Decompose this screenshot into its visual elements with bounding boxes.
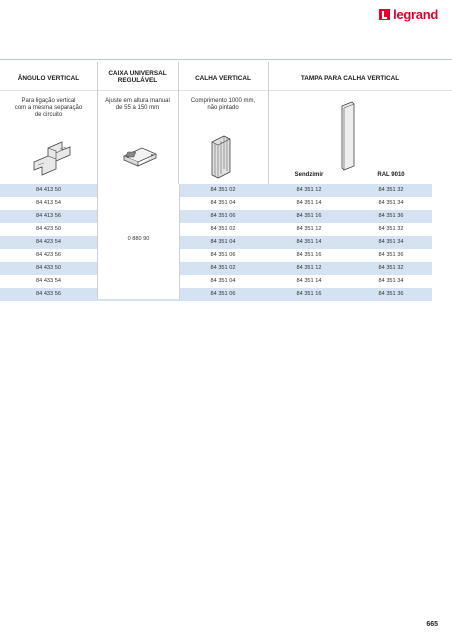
cell-ral-ref: 84 351 34 xyxy=(378,200,404,206)
table-row xyxy=(0,197,432,210)
table-row xyxy=(0,236,432,249)
desc-calha-line-2: não pintado xyxy=(207,105,239,111)
cell-ral-ref: 84 351 36 xyxy=(378,252,404,258)
brand-name: legrand xyxy=(393,7,438,22)
cell-sendzimir-ref: 84 351 16 xyxy=(296,291,322,297)
cell-sendzimir-ref: 84 351 14 xyxy=(296,200,322,206)
header-tampa-calha: TAMPA PARA CALHA VERTICAL xyxy=(300,75,400,82)
table-row xyxy=(0,210,432,223)
header-caixa-line-1: CAIXA UNIVERSAL xyxy=(108,70,167,77)
caixa-ref-value: 0 880 90 xyxy=(127,236,150,242)
cell-ral-ref: 84 351 34 xyxy=(378,239,404,245)
angulo-vertical-image xyxy=(28,132,76,180)
table-row xyxy=(0,275,432,288)
desc-caixa-line-1: Ajuste em altura manual xyxy=(105,98,170,104)
cell-ral-ref: 84 351 36 xyxy=(378,213,404,219)
cell-angulo-ref: 84 413 50 xyxy=(36,187,61,193)
column-divider xyxy=(268,62,269,184)
cell-ral-ref: 84 351 36 xyxy=(378,291,404,297)
cell-ral-ref: 84 351 32 xyxy=(378,265,404,271)
header-caixa-universal xyxy=(97,70,178,84)
desc-angulo-line-1: Para ligação vertical xyxy=(21,98,76,104)
column-divider xyxy=(97,62,98,184)
cell-calha-ref: 84 351 06 xyxy=(210,252,236,258)
legrand-logo xyxy=(379,7,438,22)
column-divider xyxy=(178,62,179,184)
caixa-ref-cell xyxy=(97,184,180,299)
cell-angulo-ref: 84 433 50 xyxy=(36,265,61,271)
table-row xyxy=(0,223,432,236)
header-rule xyxy=(0,59,452,60)
desc-angulo-line-3: de circuito xyxy=(34,112,63,118)
cell-sendzimir-ref: 84 351 12 xyxy=(296,265,322,271)
desc-calha xyxy=(178,98,268,112)
header-calha-vertical: CALHA VERTICAL xyxy=(195,75,251,82)
table-row xyxy=(0,262,432,275)
cell-calha-ref: 84 351 02 xyxy=(210,226,236,232)
header-divider xyxy=(0,90,452,91)
caixa-universal-image xyxy=(118,132,162,180)
cell-sendzimir-ref: 84 351 12 xyxy=(296,187,322,193)
table-row xyxy=(0,249,432,262)
cell-angulo-ref: 84 433 54 xyxy=(36,278,61,284)
cell-sendzimir-ref: 84 351 14 xyxy=(296,278,322,284)
cell-calha-ref: 84 351 02 xyxy=(210,187,236,193)
cell-ral-ref: 84 351 34 xyxy=(378,278,404,284)
desc-angulo-line-2: com a mesma separação xyxy=(14,105,83,111)
cell-angulo-ref: 84 413 56 xyxy=(36,213,61,219)
desc-calha-line-1: Comprimento 1000 mm, xyxy=(190,98,256,104)
desc-caixa-line-2: de 55 a 150 mm xyxy=(115,105,160,111)
cell-angulo-ref: 84 433 56 xyxy=(36,291,61,297)
subheader-ral-9010: RAL 9010 xyxy=(377,172,405,178)
desc-caixa xyxy=(97,98,178,112)
cell-angulo-ref: 84 423 56 xyxy=(36,252,61,258)
calha-vertical-image xyxy=(204,132,240,180)
page-number: 665 xyxy=(426,621,438,628)
cell-sendzimir-ref: 84 351 16 xyxy=(296,252,322,258)
cell-calha-ref: 84 351 04 xyxy=(210,200,236,206)
cell-sendzimir-ref: 84 351 16 xyxy=(296,213,322,219)
header-caixa-line-2: REGULÁVEL xyxy=(117,77,158,84)
table-row xyxy=(0,288,432,301)
desc-angulo xyxy=(0,98,97,119)
cell-angulo-ref: 84 423 50 xyxy=(36,226,61,232)
subheader-sendzimir: Sendzimir xyxy=(294,172,324,178)
cell-calha-ref: 84 351 02 xyxy=(210,265,236,271)
tampa-calha-image xyxy=(336,100,360,172)
cell-calha-ref: 84 351 06 xyxy=(210,291,236,297)
cell-sendzimir-ref: 84 351 14 xyxy=(296,239,322,245)
cell-sendzimir-ref: 84 351 12 xyxy=(296,226,322,232)
cell-ral-ref: 84 351 32 xyxy=(378,187,404,193)
table-row xyxy=(0,184,432,197)
cell-calha-ref: 84 351 04 xyxy=(210,278,236,284)
cell-ral-ref: 84 351 32 xyxy=(378,226,404,232)
cell-calha-ref: 84 351 04 xyxy=(210,239,236,245)
header-angulo-vertical: ÂNGULO VERTICAL xyxy=(17,75,80,82)
cell-calha-ref: 84 351 06 xyxy=(210,213,236,219)
cell-angulo-ref: 84 413 54 xyxy=(36,200,61,206)
legrand-logo-icon xyxy=(379,9,390,20)
cell-angulo-ref: 84 423 54 xyxy=(36,239,61,245)
